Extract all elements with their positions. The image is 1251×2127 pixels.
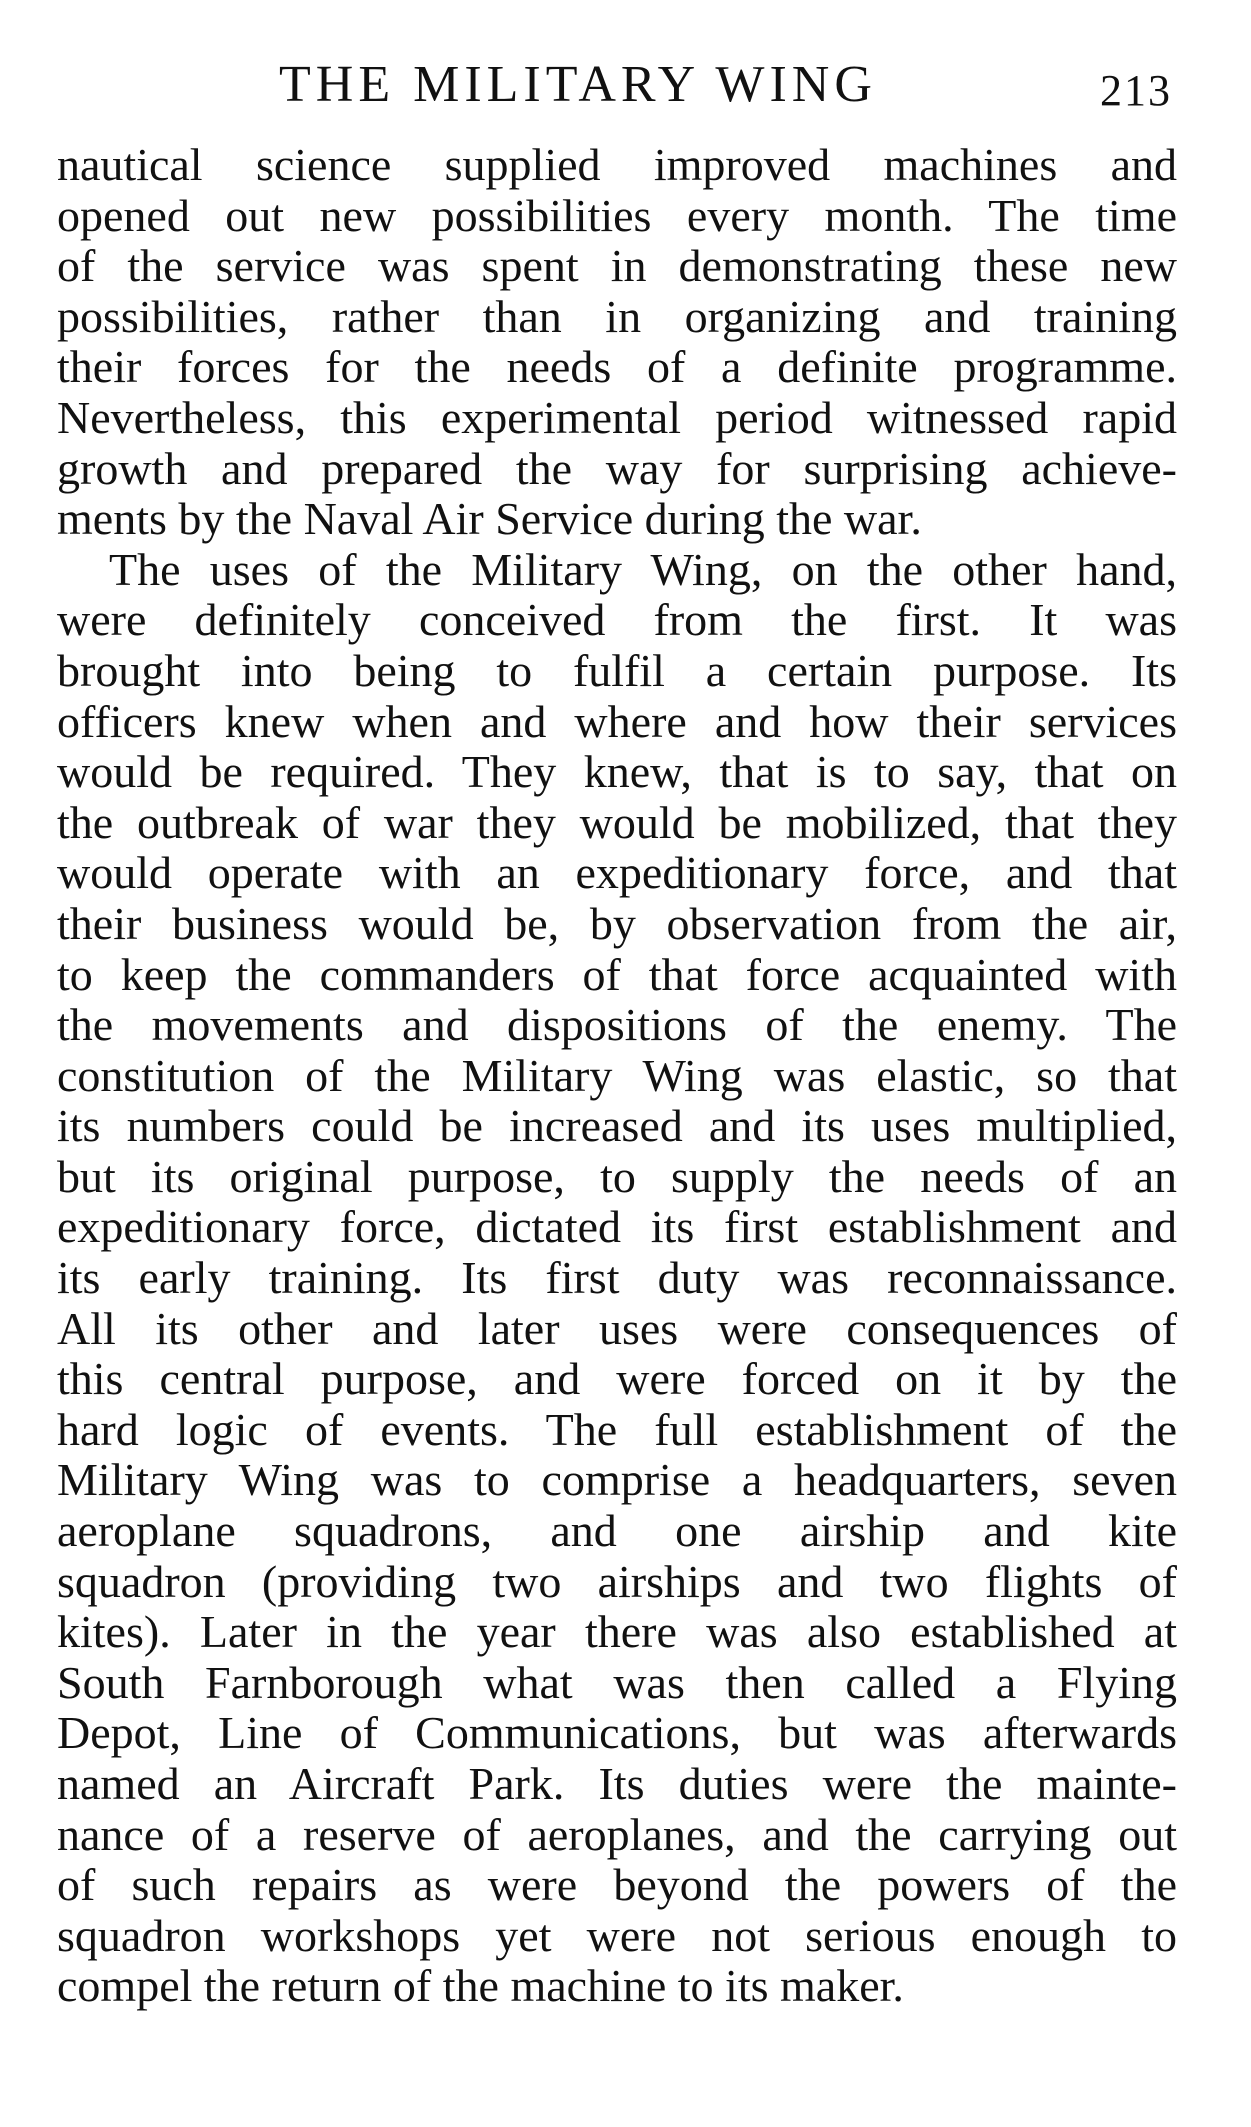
text-line: ments by the Naval Air Service during the war. [57, 494, 922, 545]
text-line: nautical science supplied improved machines and [57, 140, 1177, 190]
text-line: South Farnborough what was then called a Flying [57, 1657, 1177, 1708]
text-line: its numbers could be increased and its uses multiplied, [57, 1101, 1177, 1152]
paragraph-2 [57, 545, 1177, 2012]
text-line: squadron (providing two airships and two flights of [57, 1556, 1177, 1607]
text-line: possibilities, rather than in organizing and training [57, 291, 1177, 342]
page-number: 213 [1100, 66, 1172, 115]
text-line: brought into being to fulfil a certain purpose. Its [57, 645, 1177, 696]
text-line: Nevertheless, this experimental period witnessed rapid [57, 392, 1177, 443]
text-line: this central purpose, and were forced on it by the [57, 1354, 1177, 1405]
text-line: The uses of the Military Wing, on the other hand, [109, 544, 1177, 595]
text-line: nance of a reserve of aeroplanes, and the carrying out [57, 1809, 1177, 1860]
text-line: of such repairs as were beyond the powers of the [57, 1860, 1177, 1911]
text-line: Depot, Line of Communications, but was afterwards [57, 1708, 1177, 1759]
text-line: expeditionary force, dictated its first establishment and [57, 1202, 1177, 1253]
text-line: named an Aircraft Park. Its duties were the mainte- [57, 1759, 1177, 1809]
text-line: to keep the commanders of that force acquainted with [57, 949, 1177, 1000]
text-line: opened out new possibilities every month. The time [57, 190, 1177, 241]
text-line: but its original purpose, to supply the needs of an [57, 1151, 1177, 1202]
text-line: kites). Later in the year there was also established at [57, 1607, 1177, 1658]
text-line: would operate with an expeditionary force, and that [57, 848, 1177, 899]
text-line: officers knew when and where and how their services [57, 696, 1177, 747]
running-head-title: THE MILITARY WING [279, 56, 877, 113]
text-line: Military Wing was to comprise a headquarters, seven [57, 1455, 1177, 1506]
text-line: were definitely conceived from the first. It was [57, 595, 1177, 646]
body-text [57, 140, 1177, 2012]
paragraph-1 [57, 140, 1177, 545]
text-line: its early training. Its first duty was reconnaissance. [57, 1253, 1177, 1304]
text-line: constitution of the Military Wing was elastic, so that [57, 1050, 1177, 1101]
text-line: their forces for the needs of a definite programme. [57, 342, 1177, 393]
text-line: would be required. They knew, that is to say, that on [57, 747, 1177, 798]
text-line: their business would be, by observation from the air, [57, 898, 1177, 949]
text-line: growth and prepared the way for surprising achieve- [57, 443, 1177, 494]
text-line: hard logic of events. The full establishment of the [57, 1404, 1177, 1455]
text-line: of the service was spent in demonstrating these new [57, 241, 1177, 292]
page-header [57, 55, 1177, 115]
text-line: aeroplane squadrons, and one airship and kite [57, 1506, 1177, 1557]
text-line: All its other and later uses were consequences of [57, 1303, 1177, 1354]
text-line: compel the return of the machine to its maker. [57, 1961, 904, 2012]
text-line: the movements and dispositions of the enemy. The [57, 1000, 1177, 1051]
text-line: squadron workshops yet were not serious enough to [57, 1910, 1177, 1961]
text-line: the outbreak of war they would be mobilized, that they [57, 797, 1177, 848]
